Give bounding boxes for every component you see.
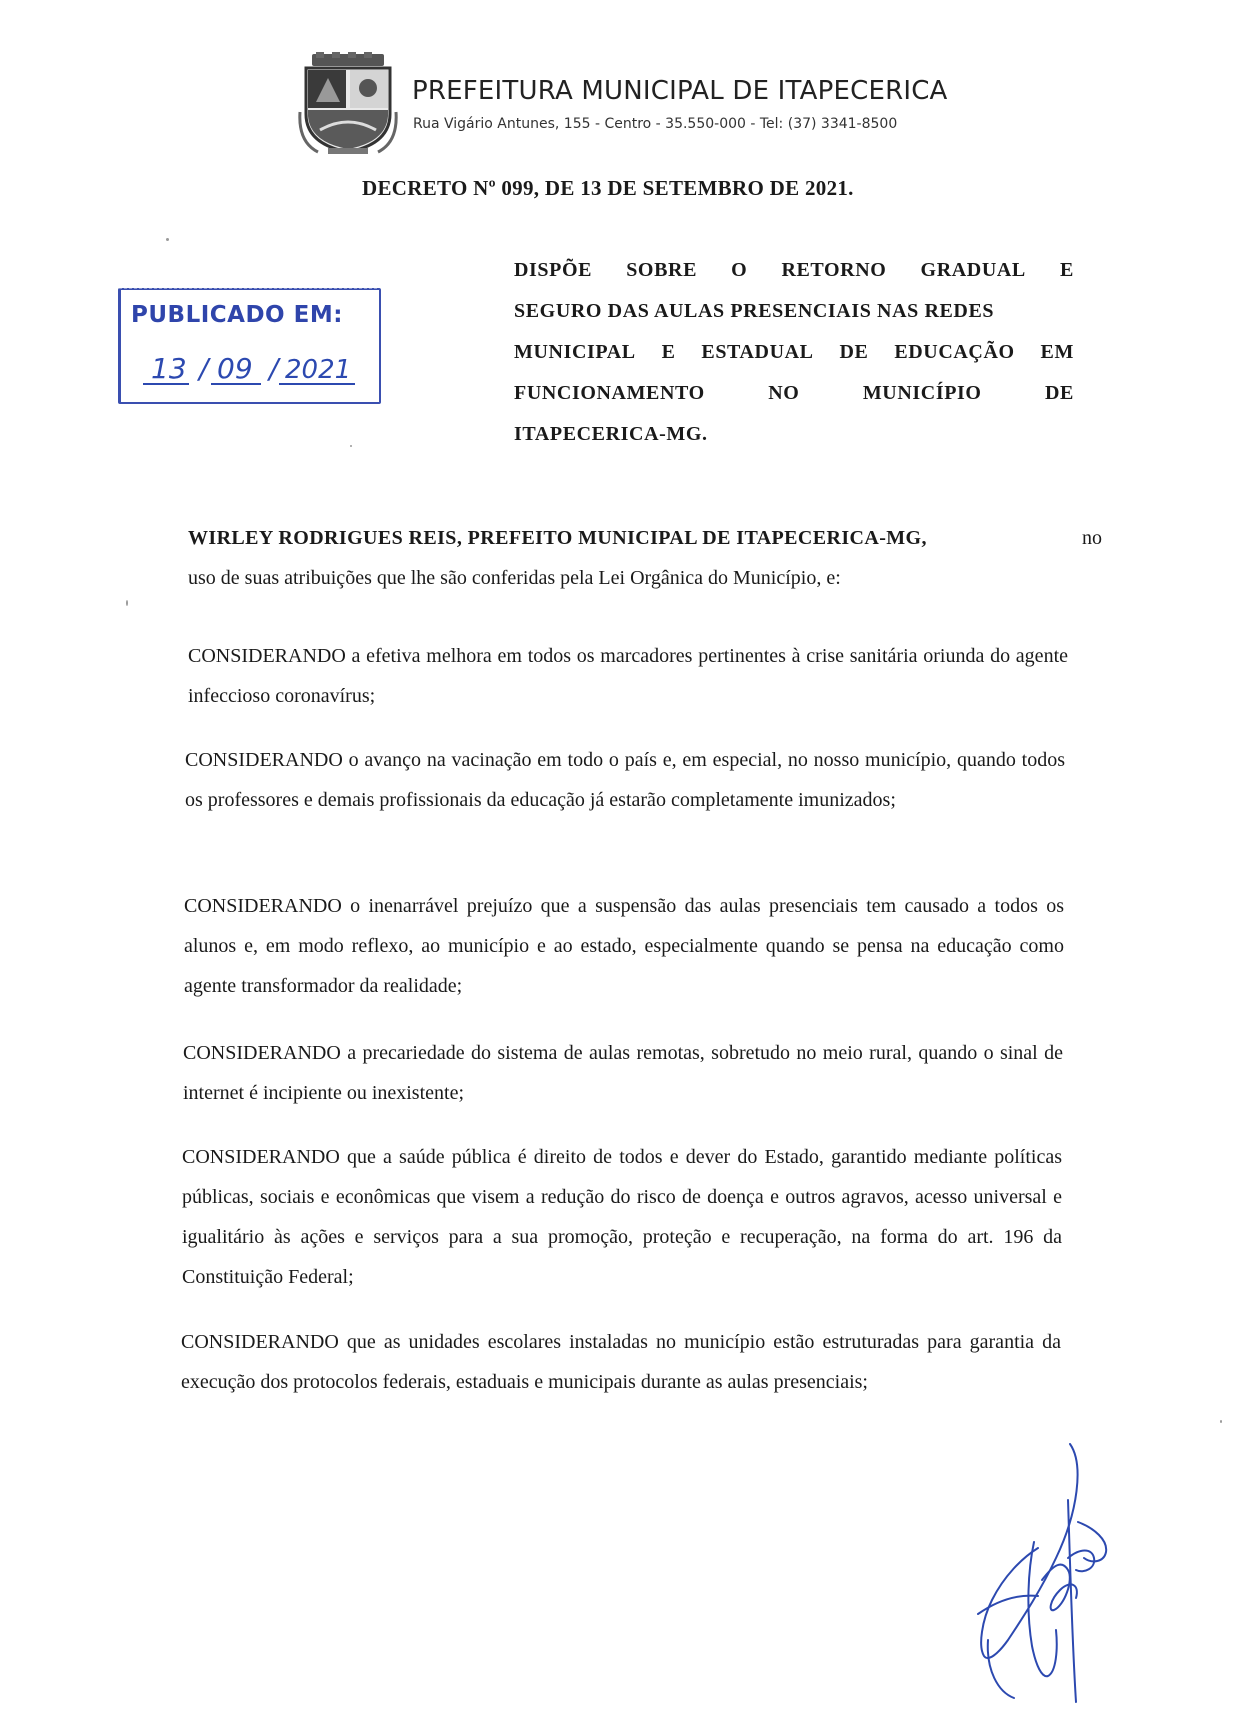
decree-summary-word: SOBRE — [626, 259, 698, 281]
decree-summary-word: E — [1059, 259, 1074, 281]
considerando-lead: CONSIDERANDO — [182, 1146, 340, 1168]
considerando-lead: CONSIDERANDO — [185, 749, 343, 771]
decree-summary-word: E — [661, 341, 676, 363]
municipality-name: PREFEITURA MUNICIPAL DE ITAPECERICA — [412, 76, 948, 106]
considerando-text: a precariedade do sistema de aulas remotas, sobretudo no meio rural, quando o sinal de internet é incipiente ou inexistente; — [183, 1042, 1064, 1104]
municipality-address: Rua Vigário Antunes, 155 - Centro - 35.550-000 - Tel: (37) 3341-8500 — [413, 116, 898, 132]
publication-stamp — [118, 288, 381, 404]
stamp-border-top — [119, 278, 377, 289]
considerando-paragraph — [182, 1137, 1062, 1297]
scan-speck — [350, 445, 352, 447]
decree-summary-word: MUNICIPAL — [514, 341, 636, 363]
decree-summary-line — [514, 332, 1074, 373]
decree-title: DECRETO Nº 099, DE 13 DE SETEMBRO DE 2021. — [362, 176, 854, 200]
decree-summary-word: SEGURO DAS AULAS PRESENCIAIS NAS REDES — [514, 300, 995, 322]
municipal-crest-icon — [298, 52, 398, 156]
scan-speck — [1220, 1420, 1222, 1423]
stamp-label: PUBLICADO EM: — [131, 302, 343, 328]
decree-summary-word: MUNICÍPIO — [862, 382, 982, 404]
considerando-lead: CONSIDERANDO — [183, 1042, 341, 1064]
scan-speck — [126, 600, 128, 606]
decree-summary-word: O — [731, 259, 748, 281]
considerando-text: o avanço na vacinação em todo o país e, em especial, no nosso município, quando todos os professores e demais profissionais da educação já estarão completamente imunizados; — [185, 749, 1065, 811]
intro-paragraph — [188, 518, 1102, 598]
stamp-handwritten-date — [129, 348, 369, 388]
decree-summary-word: DISPÕE — [514, 259, 593, 281]
considerando-paragraph — [188, 636, 1068, 716]
stamp-date-day: 13 — [151, 352, 187, 385]
considerando-paragraph — [185, 740, 1065, 820]
decree-summary-word: DE — [1044, 382, 1074, 404]
considerando-lead: CONSIDERANDO — [188, 645, 346, 667]
stamp-date-sep-2: / — [269, 352, 279, 385]
considerando-text: a efetiva melhora em todos os marcadores pertinentes à crise sanitária oriunda do agente infeccioso coronavírus; — [188, 645, 1068, 707]
decree-summary-word: ITAPECERICA-MG. — [514, 423, 708, 445]
considerando-lead: CONSIDERANDO — [181, 1331, 339, 1353]
intro-rest: uso de suas atribuições que lhe são conferidas pela Lei Orgânica do Município, e: — [188, 567, 841, 589]
decree-summary-word: DE — [839, 341, 869, 363]
decree-summary-word: FUNCIONAMENTO — [514, 382, 705, 404]
decree-summary-word: EDUCAÇÃO — [894, 341, 1015, 363]
decree-summary-line — [514, 250, 1074, 291]
decree-summary-word: ESTADUAL — [701, 341, 814, 363]
handwritten-signature — [958, 1440, 1118, 1710]
considerando-lead: CONSIDERANDO — [184, 895, 342, 917]
scan-speck — [166, 238, 169, 241]
decree-summary-line — [514, 414, 1074, 455]
considerando-text: o inenarrável prejuízo que a suspensão das aulas presenciais tem causado a todos os alunos e, em modo reflexo, ao município e ao estado, especialmente quando se pensa na educação como agente transformador da realidade; — [184, 895, 1065, 997]
decree-summary-line — [514, 373, 1074, 414]
considerando-paragraph — [184, 886, 1064, 1006]
decree-summary-line — [514, 291, 1074, 332]
intro-author-tail: no — [1082, 527, 1102, 549]
considerando-paragraph — [183, 1033, 1063, 1113]
intro-author: WIRLEY RODRIGUES REIS, PREFEITO MUNICIPAL DE ITAPECERICA-MG, — [188, 527, 927, 549]
considerando-text: que a saúde pública é direito de todos e dever do Estado, garantido mediante políticas públicas, sociais e econômicas que visem a redução do risco de doença e outros agravos, acesso universal e igualitário às ações e serviços para a sua promoção, proteção e recuperação, na forma do art. 196 da Constituição Federal; — [182, 1146, 1063, 1288]
stamp-date-year: 2021 — [285, 355, 352, 385]
decree-summary-word: EM — [1040, 341, 1074, 363]
considerando-text: que as unidades escolares instaladas no município estão estruturadas para garantia da execução dos protocolos federais, estaduais e municipais durante as aulas presenciais; — [181, 1331, 1062, 1393]
decree-summary — [514, 250, 1074, 455]
considerando-paragraph — [181, 1322, 1061, 1402]
stamp-date-sep-1: / — [199, 352, 209, 385]
decree-summary-word: GRADUAL — [920, 259, 1026, 281]
decree-summary-word: RETORNO — [781, 259, 887, 281]
decree-summary-word: NO — [768, 382, 800, 404]
stamp-date-month: 09 — [217, 352, 253, 385]
